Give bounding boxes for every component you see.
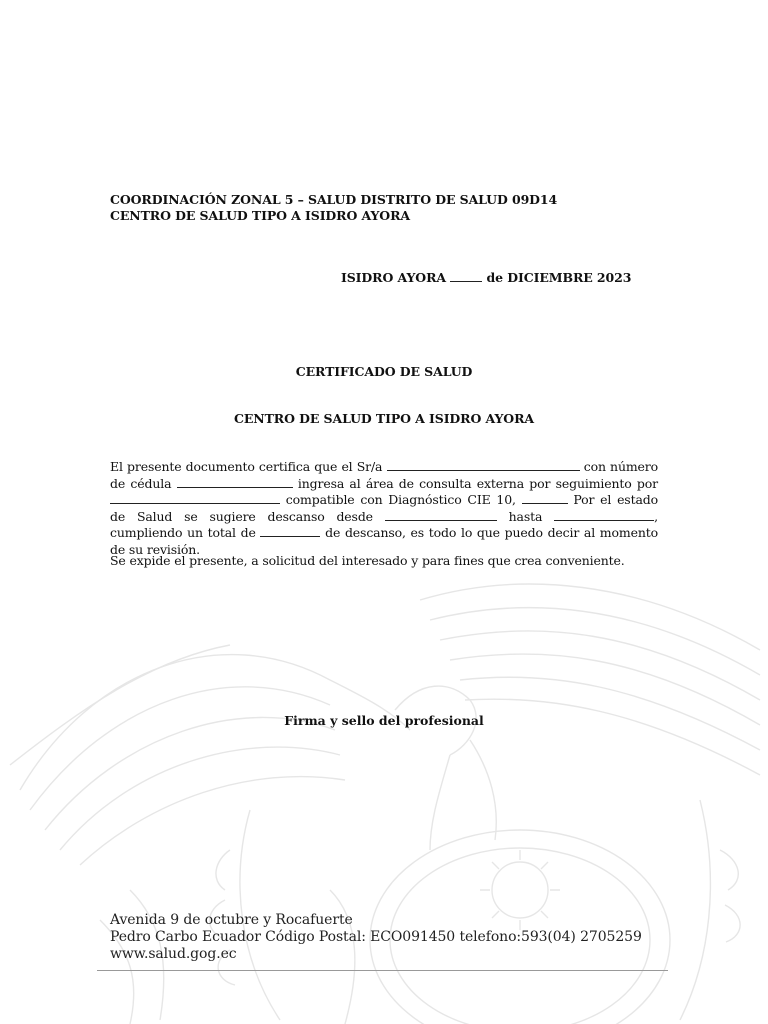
body-text-6: hasta [508,508,543,524]
footer-city-postal: Pedro Carbo Ecuador Código Postal: ECO091450 telefono:593(04) 2705259 [110,929,642,945]
body-text-5: Por el estado de Salud se sugiere descanso desde [110,492,658,524]
body-text-4: compatible con Diagnóstico CIE 10, [285,492,516,507]
rest-total-blank [260,525,320,537]
place-date-line [341,270,631,285]
month-year: de DICIEMBRE 2023 [486,270,632,285]
id-number-blank [177,476,293,488]
footer-website: www.salud.gog.ec [110,946,237,962]
rest-end-blank [554,509,654,521]
patient-name-blank [387,459,580,471]
footer-divider [97,970,668,971]
cie10-code-blank [522,492,568,504]
day-blank [450,270,482,282]
header-line-coordination: COORDINACIÓN ZONAL 5 – SALUD DISTRITO DE SALUD 09D14 [110,192,558,207]
footer [110,912,642,963]
document-header [110,192,557,224]
place-name: ISIDRO AYORA [341,270,446,285]
body-text-7: , cumpliendo un total de [110,508,658,540]
body-text-1: El presente documento certifica que el Sr/a [110,459,383,474]
document-subtitle: CENTRO DE SALUD TIPO A ISIDRO AYORA [234,411,534,426]
document-title: CERTIFICADO DE SALUD [295,364,473,379]
closing-statement: Se expide el presente, a solicitud del interesado y para fines que crea conveniente. [110,553,625,568]
body-text-8: de descanso, es todo lo que puedo decir al momento de su revisión. [110,525,658,557]
rest-start-blank [385,509,497,521]
body-text-3: ingresa al área de consulta externa por seguimiento por [297,475,658,491]
certificate-body [110,459,658,558]
follow-up-reason-blank [110,492,280,504]
body-text-2: con número de cédula [110,459,659,491]
footer-address: Avenida 9 de octubre y Rocafuerte [110,912,353,928]
header-line-center: CENTRO DE SALUD TIPO A ISIDRO AYORA [110,208,410,223]
signature-label: Firma y sello del profesional [284,713,484,728]
